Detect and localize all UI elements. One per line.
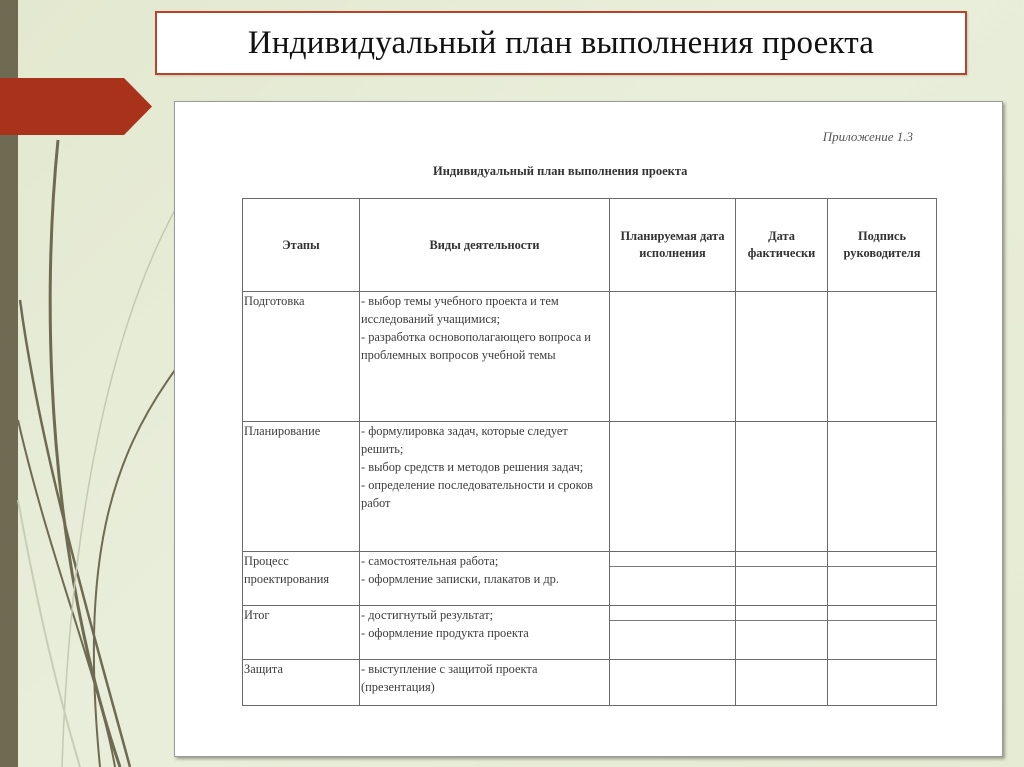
activity-item: - достигнутый результат; [361,608,494,622]
signature-cell [828,552,937,606]
stage-cell: Подготовка [243,292,360,422]
signature-cell [828,292,937,422]
actual-date-cell [736,606,828,660]
header-planned-date: Планируемая дата исполнения [610,199,736,292]
table-row [243,606,937,660]
stage-cell: Итог [243,606,360,660]
signature-cell [828,606,937,660]
planned-date-cell [610,606,736,660]
header-activities: Виды деятельности [360,199,610,292]
cell-divider [736,552,827,567]
decorative-arrow [0,78,152,135]
document-title: Индивидуальный план выполнения проекта [433,164,688,178]
appendix-label: Приложение 1.3 [822,129,913,144]
stage-cell: Защита [243,660,360,706]
cell-divider [828,606,936,621]
cell-divider [610,606,735,621]
slide-title: Индивидуальный план выполнения проекта [247,24,875,61]
activity-item: - самостоятельная работа; [361,554,499,568]
actual-date-cell [736,422,828,552]
cell-divider [828,552,936,567]
header-stages: Этапы [243,199,360,292]
activity-item: - выбор средств и методов решения задач; [361,460,584,474]
actual-date-cell [736,292,828,422]
table-row [243,422,937,552]
activities-cell [360,552,610,606]
activity-item: - оформление продукта проекта [361,626,529,640]
activity-item: - разработка основополагающего вопроса и проблемных вопросов учебной темы [361,330,591,362]
activity-item: - определение последовательности и сроков работ [361,478,594,510]
slide-title-box [155,11,967,75]
planned-date-cell [610,660,736,706]
table-row [243,552,937,606]
document-image [174,101,1003,757]
planned-date-cell [610,552,736,606]
plan-table [242,198,937,706]
header-signature: Подпись руководителя [828,199,937,292]
planned-date-cell [610,422,736,552]
activity-item: - формулировка задач, которые следует решить; [361,424,568,456]
activities-cell [360,292,610,422]
cell-divider [736,606,827,621]
header-actual-date: Дата фактически [736,199,828,292]
activities-cell [360,606,610,660]
activities-cell [360,660,610,706]
actual-date-cell [736,660,828,706]
activity-item: - выбор темы учебного проекта и тем исследований учащимися; [361,294,559,326]
planned-date-cell [610,292,736,422]
table-row [243,660,937,706]
signature-cell [828,422,937,552]
signature-cell [828,660,937,706]
table-header-row [243,199,937,292]
table-row [243,292,937,422]
actual-date-cell [736,552,828,606]
cell-divider [610,552,735,567]
activities-cell [360,422,610,552]
stage-cell: Процесс проектирования [243,552,360,606]
activity-item: - выступление с защитой проекта (презентация) [361,662,538,694]
activity-item: - оформление записки, плакатов и др. [361,572,559,586]
stage-cell: Планирование [243,422,360,552]
